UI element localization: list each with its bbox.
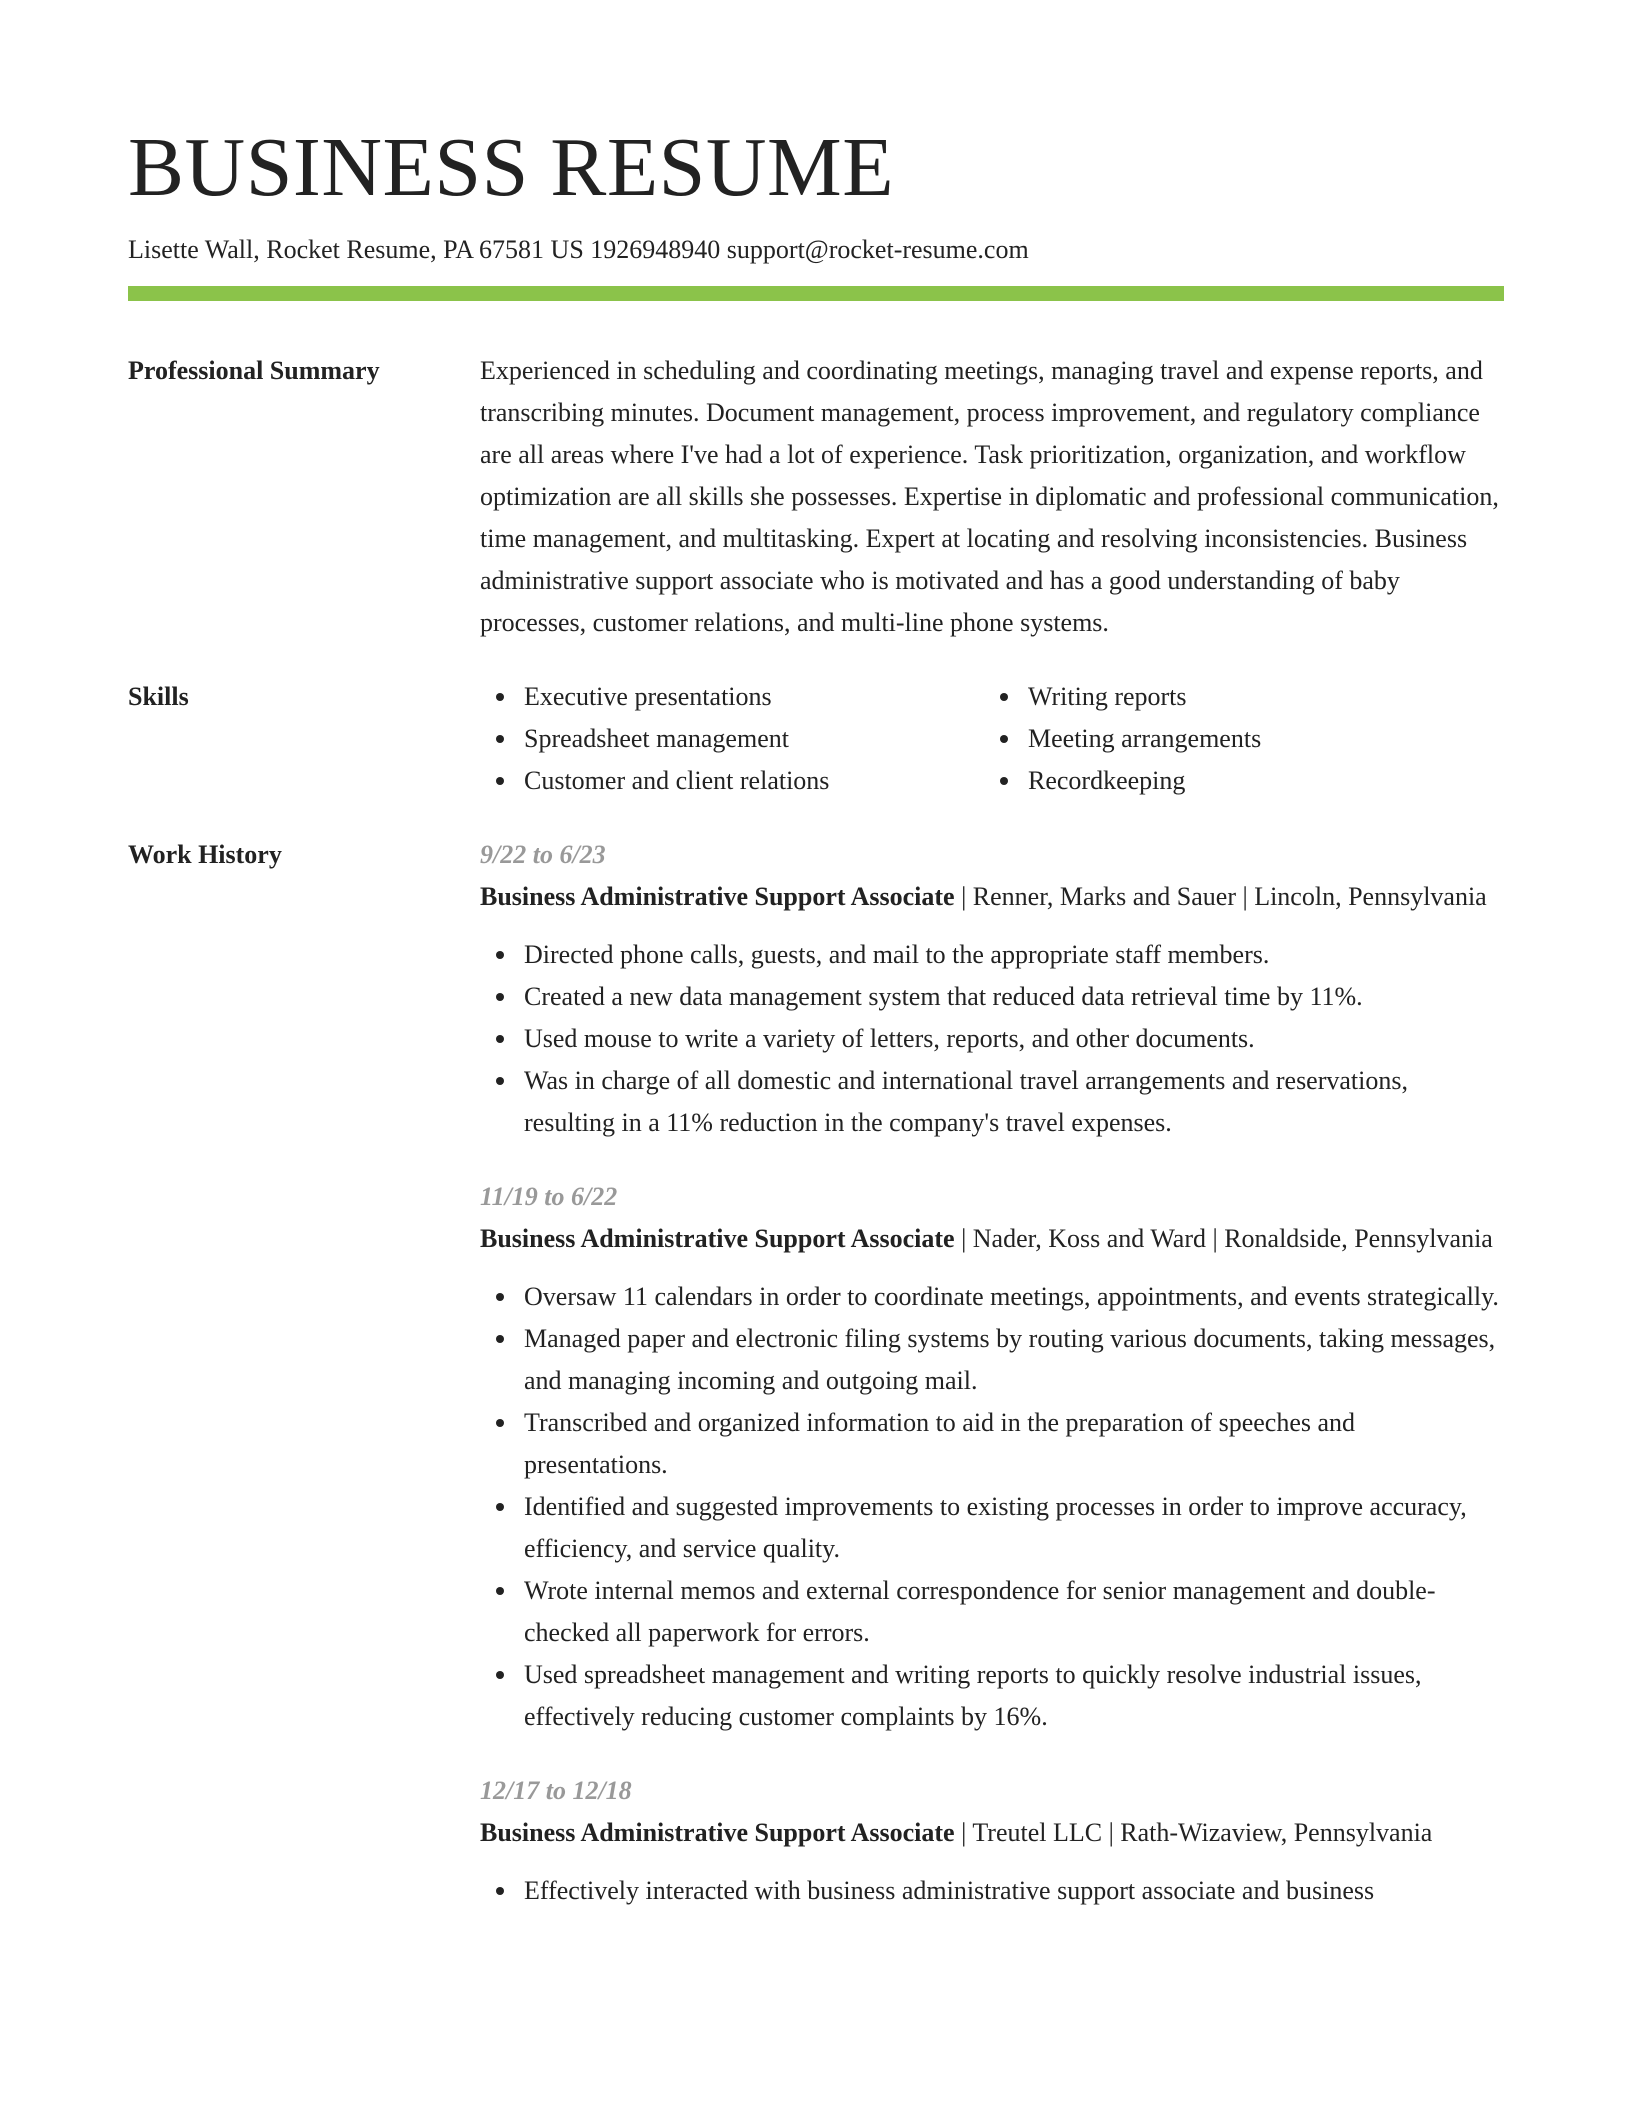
skills-section [128,676,1504,802]
job-heading [480,876,1504,918]
job-bullet: Used mouse to write a variety of letters, reports, and other documents. [480,1018,1504,1060]
job-bullet: Directed phone calls, guests, and mail to the appropriate staff members. [480,934,1504,976]
skill-item: Customer and client relations [480,760,984,802]
job-bullet: Used spreadsheet management and writing reports to quickly resolve industrial issues, effectively reducing customer complaints by 16%. [480,1654,1504,1738]
job-heading [480,1812,1504,1854]
resume-title: BUSINESS RESUME [128,121,895,214]
work-history-section [128,834,1504,1912]
job-bullet: Managed paper and electronic filing systems by routing various documents, taking messages, and managing incoming and outgoing mail. [480,1318,1504,1402]
skill-item: Meeting arrangements [984,718,1488,760]
job-bullet: Effectively interacted with business administrative support associate and business [480,1870,1504,1912]
skill-item: Writing reports [984,676,1488,718]
skill-item: Spreadsheet management [480,718,984,760]
job-entry [480,1770,1504,1912]
skill-item: Recordkeeping [984,760,1488,802]
section-label-summary: Professional Summary [128,356,380,385]
skill-item: Executive presentations [480,676,984,718]
contact-line: Lisette Wall, Rocket Resume, PA 67581 US 1926948940 support@rocket-resume.com [128,235,1029,264]
job-entry [480,834,1504,1144]
job-title: Business Administrative Support Associate [480,1224,955,1253]
job-dates: 11/19 to 6/22 [480,1182,618,1211]
job-title: Business Administrative Support Associate [480,882,955,911]
job-bullet: Identified and suggested improvements to existing processes in order to improve accuracy, efficiency, and service quality. [480,1486,1504,1570]
resume-page [128,118,1504,1912]
job-bullet: Transcribed and organized information to aid in the preparation of speeches and presentations. [480,1402,1504,1486]
section-label-work-history: Work History [128,840,282,869]
skills-list [480,676,1504,802]
job-bullet: Created a new data management system that reduced data retrieval time by 11%. [480,976,1504,1018]
work-history-body [480,834,1504,1912]
job-bullets [480,934,1504,1144]
job-bullet: Oversaw 11 calendars in order to coordinate meetings, appointments, and events strategically. [480,1276,1504,1318]
job-details: | Treutel LLC | Rath-Wizaview, Pennsylvania [954,1818,1433,1847]
job-entry [480,1176,1504,1738]
job-dates: 9/22 to 6/23 [480,840,606,869]
section-label-skills: Skills [128,682,189,711]
job-dates: 12/17 to 12/18 [480,1776,632,1805]
job-details: | Renner, Marks and Sauer | Lincoln, Pennsylvania [954,882,1487,911]
skills-body [480,676,1504,802]
summary-section [128,350,1504,644]
job-title: Business Administrative Support Associate [480,1818,955,1847]
job-bullets [480,1276,1504,1738]
job-heading [480,1218,1504,1260]
accent-divider [128,286,1504,301]
job-bullet: Was in charge of all domestic and international travel arrangements and reservations, resulting in a 11% reduction in the company's travel expenses. [480,1060,1504,1144]
summary-body [480,350,1504,644]
job-bullets [480,1870,1504,1912]
job-details: | Nader, Koss and Ward | Ronaldside, Pennsylvania [954,1224,1493,1253]
summary-text: Experienced in scheduling and coordinating meetings, managing travel and expense reports, and transcribing minutes. Document management, process improvement, and regulatory compliance are all areas where I've had a lot of experience. Task prioritization, organization, and workflow optimization are all skills she possesses. Expertise in diplomatic and professional communication, time management, and multitasking. Expert at locating and resolving inconsistencies. Business administrative support associate who is motivated and has a good understanding of baby processes, customer relations, and multi-line phone systems. [480,356,1499,637]
job-bullet: Wrote internal memos and external correspondence for senior management and double-checked all paperwork for errors. [480,1570,1504,1654]
